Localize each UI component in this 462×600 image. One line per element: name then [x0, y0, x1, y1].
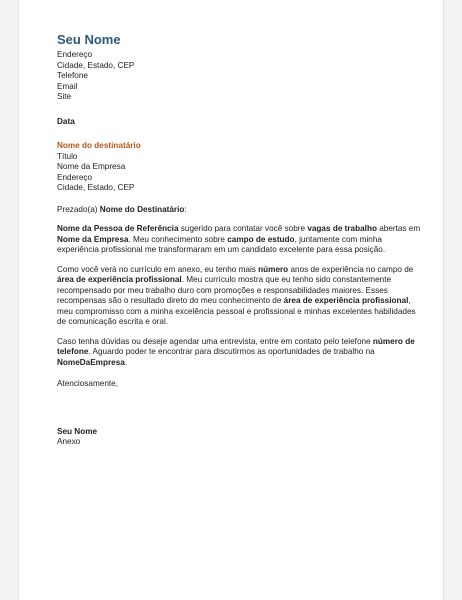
paragraph-text: sugerido para contatar você sobre [178, 224, 308, 233]
sender-phone-line[interactable]: Telefone [57, 71, 88, 80]
body-paragraph-1[interactable] [57, 224, 423, 256]
paragraph-text: Caso tenha dúvidas ou deseje agendar uma entrevista, entre em contato pelo telefone [57, 336, 373, 346]
sender-address-line[interactable]: Endereço [57, 50, 93, 59]
cover-letter [57, 32, 423, 448]
attachment-label[interactable]: Anexo [57, 437, 81, 446]
sender-name[interactable]: Seu Nome [57, 32, 121, 47]
reference-person: Nome da Pessoa de Referência [57, 224, 179, 233]
job-openings: vagas de trabalho [307, 224, 377, 233]
recipient-title-line[interactable]: Título [57, 151, 78, 161]
sender-email-line[interactable]: Email [57, 81, 78, 91]
paragraph-text: abertas em [376, 224, 421, 233]
recipient-city-line[interactable]: Cidade, Estado, CEP [57, 183, 135, 192]
phone-number: número de telefone [57, 336, 415, 356]
paragraph-text: , juntamente com minha experiência profissional me transformaram em um candidato excelente para essa posição. [57, 234, 386, 254]
recipient-name[interactable]: Nome do destinatário [57, 141, 141, 150]
closing[interactable]: Atenciosamente, [57, 379, 118, 388]
salutation-prefix: Prezado(a) [57, 204, 100, 214]
body-paragraph-2[interactable] [57, 265, 423, 328]
sender-city-line[interactable]: Cidade, Estado, CEP [57, 60, 135, 70]
paragraph-text: . Meu currículo mostra que eu tenho sido constantemente recompensado por meu trabalho duro com promoções e responsabilidades maiores. Esses recompensas são o resultado direto do meu conhecimento de [57, 275, 392, 305]
signature-name[interactable]: Seu Nome [57, 426, 98, 436]
paragraph-text: anos de experiência no campo de [288, 264, 414, 274]
paragraph-text: . Meu conhecimento sobre [128, 234, 228, 244]
company-name: NomeDaEmpresa [57, 357, 125, 367]
salutation[interactable] [57, 205, 423, 216]
paragraph-text: Como você verá no currículo em anexo, eu tenho mais [57, 264, 259, 274]
expertise-area: área de experiência profissional [57, 275, 182, 284]
letter-date[interactable]: Data [57, 116, 75, 126]
recipient-address-line[interactable]: Endereço [57, 172, 93, 182]
document-page [18, 0, 444, 600]
body-paragraph-3[interactable] [57, 337, 423, 369]
paragraph-text: . [124, 357, 128, 367]
salutation-name: Nome do Destinatário [99, 204, 185, 214]
paragraph-text: , meu compromisso com a minha excelência pessoal e profissional e minhas excelentes habilidades de comunicação escrita e oral. [57, 296, 416, 326]
salutation-suffix: : [184, 204, 187, 214]
expertise-area: área de experiência profissional [283, 296, 409, 305]
paragraph-text: . Aguardo poder te encontrar para discutirmos as oportunidades de trabalho na [88, 347, 375, 356]
recipient-address-block [57, 152, 423, 194]
years-number: número [258, 264, 289, 274]
sender-site-line[interactable]: Site [57, 92, 72, 101]
company-name: Nome da Empresa [57, 234, 129, 244]
field-of-study: campo de estudo [227, 234, 295, 244]
sender-address-block [57, 50, 423, 103]
recipient-company-line[interactable]: Nome da Empresa [57, 162, 126, 171]
